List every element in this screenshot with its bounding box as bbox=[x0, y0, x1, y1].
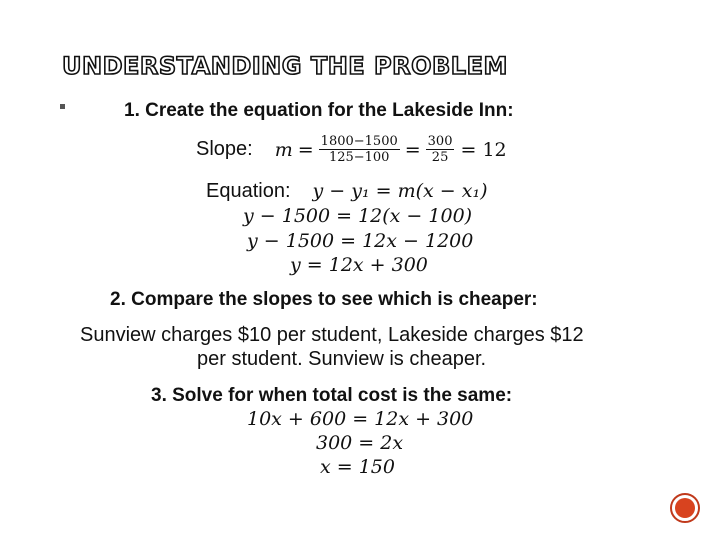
solve-line-3: x = 150 bbox=[320, 456, 395, 478]
bullet-marker bbox=[60, 104, 65, 109]
point-slope-form: y − y₁ = m(x − x₁) bbox=[312, 180, 488, 202]
slope-fraction-1 bbox=[319, 134, 400, 165]
step2-text-line-2: per student. Sunview is cheaper. bbox=[197, 348, 487, 370]
circle-button-icon[interactable] bbox=[670, 493, 700, 523]
slope-variable: m bbox=[274, 138, 293, 161]
page-title: UNDERSTANDING THE PROBLEM bbox=[62, 52, 508, 80]
fraction-1-numerator: 1800−1500 bbox=[320, 134, 398, 149]
step2-text-line-1: Sunview charges $10 per student, Lakeside charges $12 bbox=[80, 324, 584, 346]
equation-label: Equation: bbox=[206, 180, 291, 202]
circle-button-fill bbox=[675, 498, 695, 518]
step1-heading: 1. Create the equation for the Lakeside Inn: bbox=[124, 100, 514, 121]
slope-row bbox=[196, 134, 507, 165]
solve-line-2: 300 = 2x bbox=[316, 432, 404, 454]
slope-label: Slope: bbox=[196, 138, 253, 160]
step2-heading: 2. Compare the slopes to see which is cheaper: bbox=[110, 289, 538, 310]
fraction-2-denominator: 25 bbox=[431, 150, 449, 165]
solve-line-1: 10x + 600 = 12x + 300 bbox=[247, 408, 474, 430]
fraction-1-denominator: 125−100 bbox=[328, 150, 390, 165]
step3-heading: 3. Solve for when total cost is the same: bbox=[151, 385, 513, 406]
equation-line-2: y − 1500 = 12x − 1200 bbox=[247, 230, 474, 252]
fraction-2-numerator: 300 bbox=[427, 134, 453, 149]
equation-line-3: y = 12x + 300 bbox=[290, 254, 428, 276]
equation-line-1: y − 1500 = 12(x − 100) bbox=[243, 205, 473, 227]
equation-row bbox=[206, 180, 488, 203]
slope-result: = 12 bbox=[460, 138, 507, 161]
slope-fraction-2 bbox=[426, 134, 455, 165]
equals-sign: = bbox=[297, 138, 314, 161]
equals-sign-2: = bbox=[404, 138, 421, 161]
